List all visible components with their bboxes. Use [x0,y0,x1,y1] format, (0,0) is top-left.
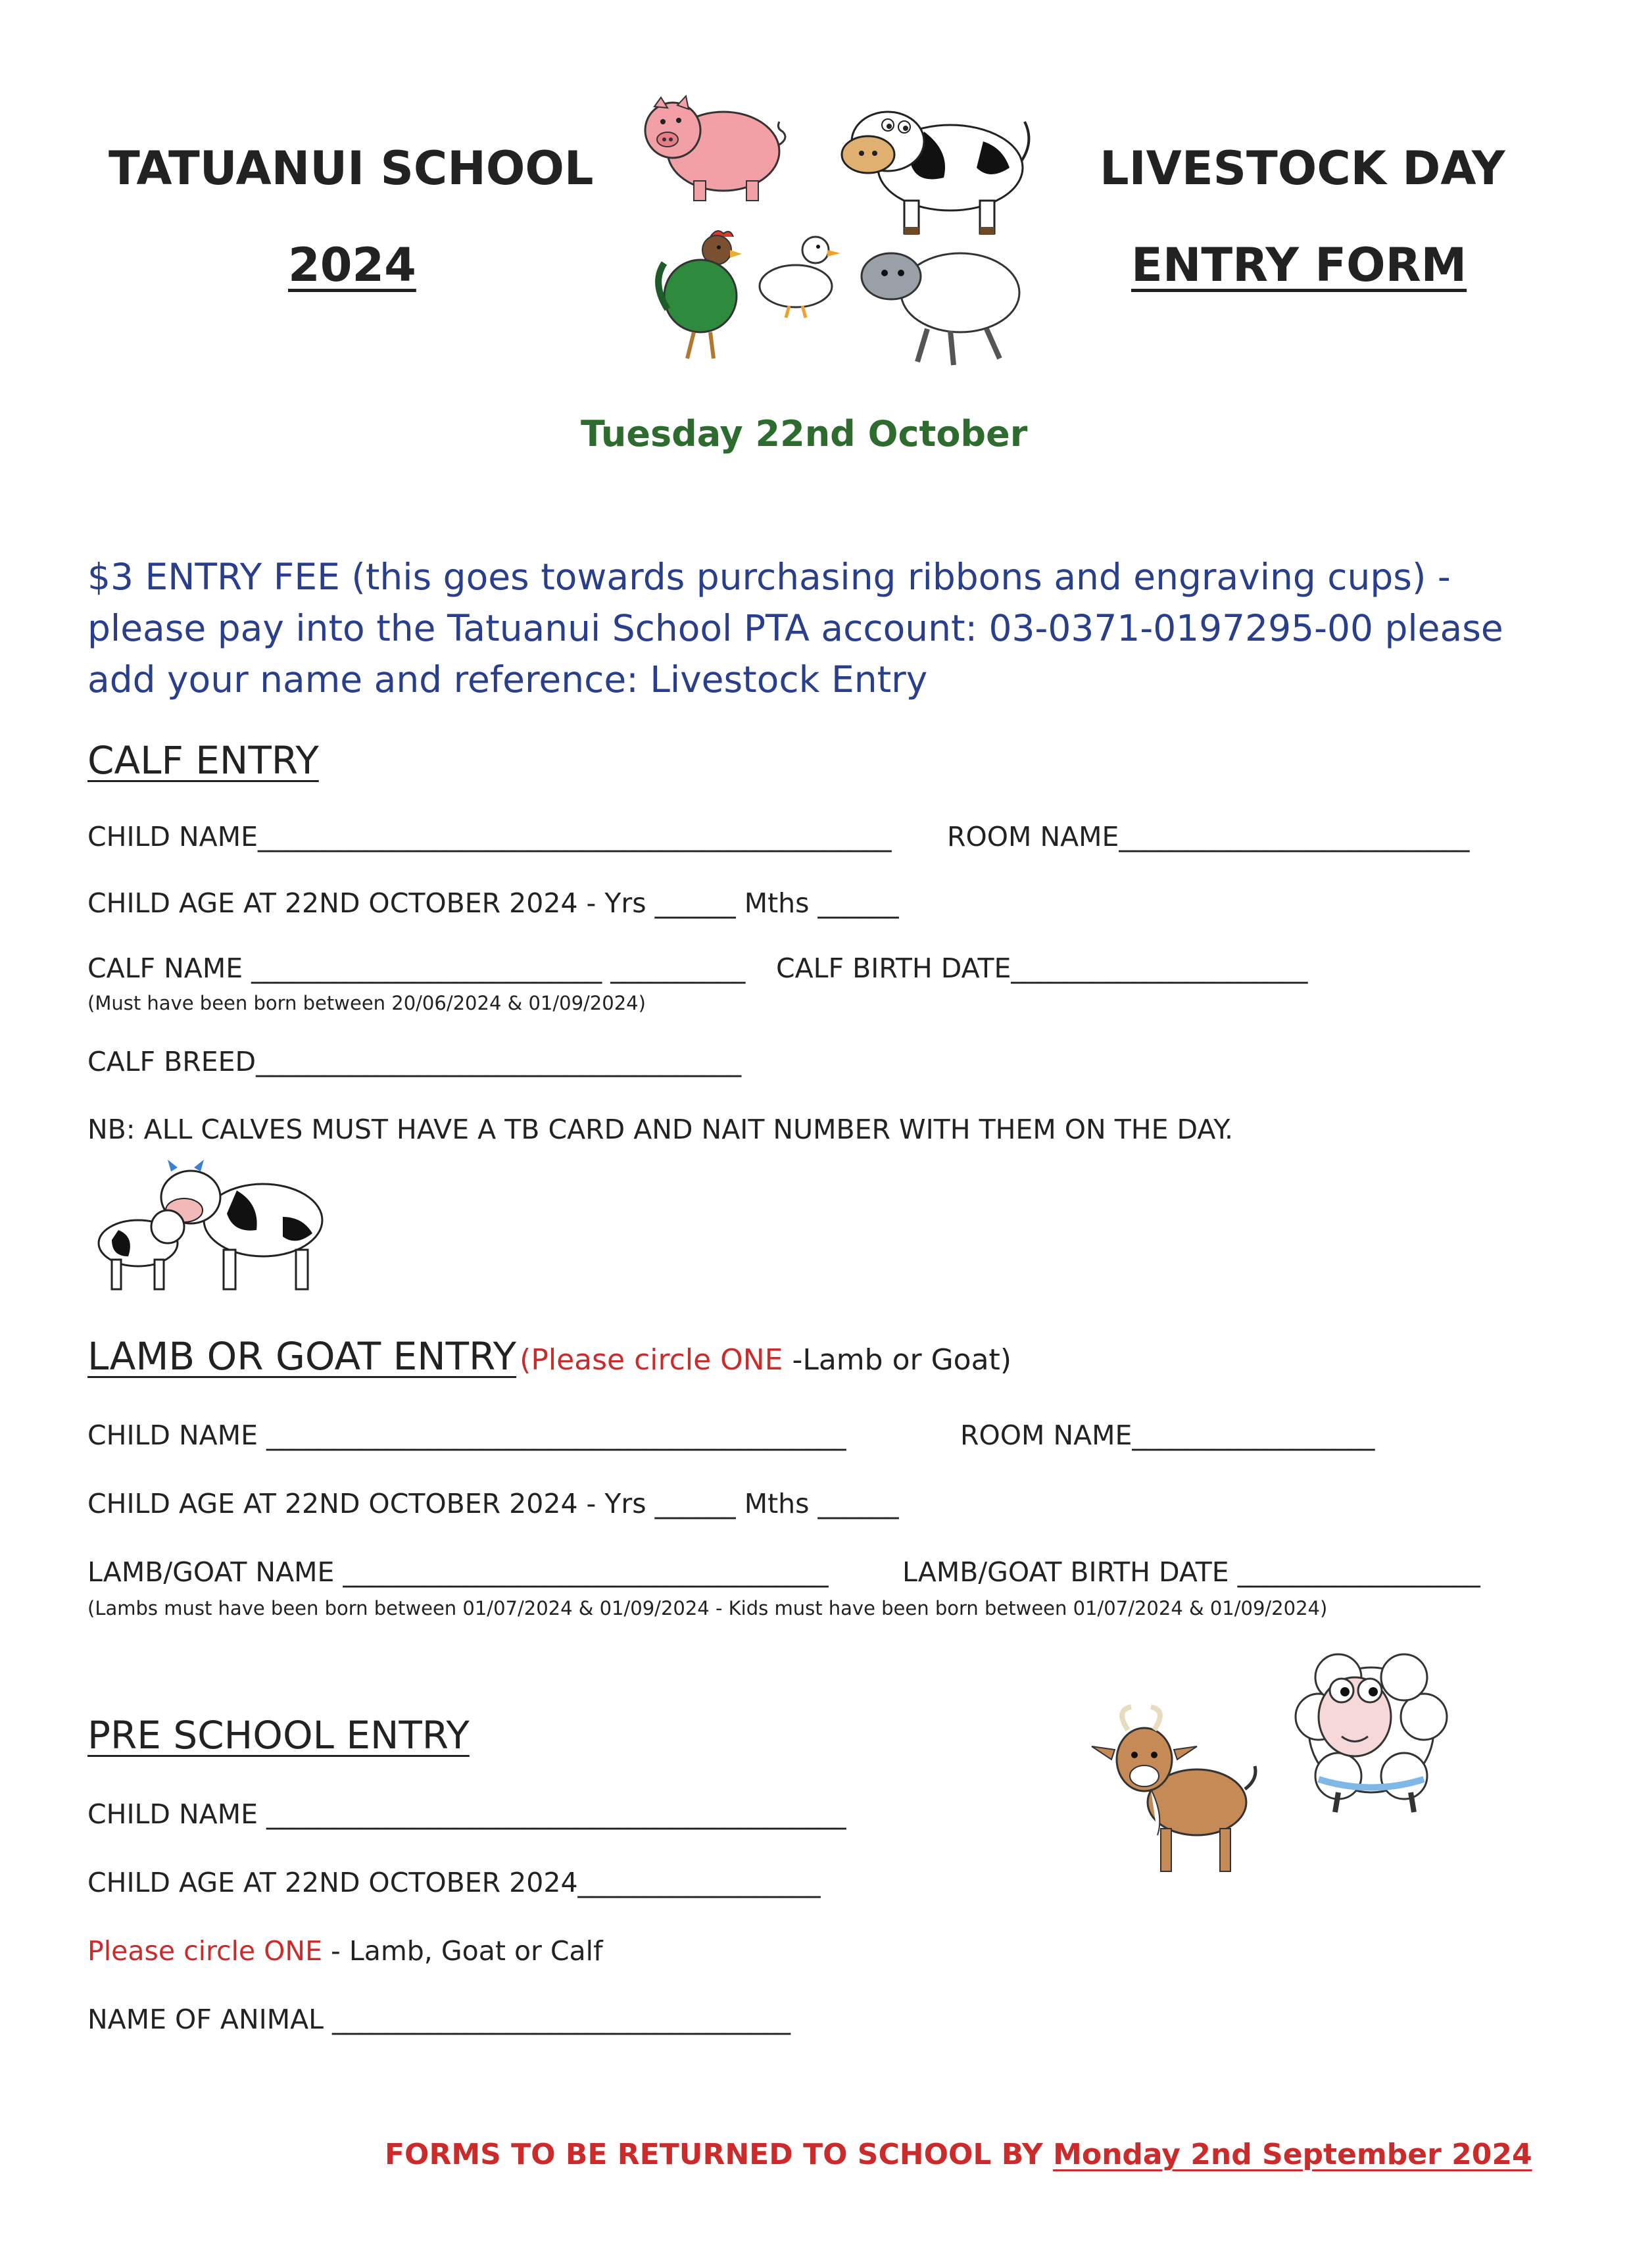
preschool-circle-row [87,1935,603,1967]
event-date: Tuesday 22nd October [581,413,1028,455]
school-title: TATUANUI SCHOOL [109,141,594,195]
form-title: ENTRY FORM [1131,238,1467,292]
lamb-icon [1279,1644,1460,1815]
year-title: 2024 [288,238,416,292]
lamb-goat-title-row [87,1334,1011,1379]
calf-child-age-field[interactable]: CHILD AGE AT 22ND OCTOBER 2024 - Yrs ______ Mths ______ [87,887,899,919]
lamb-goat-entry-title: LAMB OR GOAT ENTRY [87,1334,517,1379]
return-forms-text: FORMS TO BE RETURNED TO SCHOOL BY [385,2138,1054,2171]
calf-child-name-field[interactable]: CHILD NAME_______________________________________________ [87,821,892,852]
preschool-child-age-field[interactable]: CHILD AGE AT 22ND OCTOBER 2024__________________ [87,1867,821,1898]
preschool-child-name-field[interactable]: CHILD NAME ___________________________________________ [87,1798,846,1830]
lamb-goat-circle-instruction: (Please circle ONE [520,1343,783,1377]
rooster-icon [648,224,746,362]
return-forms-notice [385,2138,1532,2171]
calf-nb-note: NB: ALL CALVES MUST HAVE A TB CARD AND NAIT NUMBER WITH THEM ON THE DAY. [87,1114,1234,1145]
pig-icon [641,92,792,204]
cow-and-calf-icon [85,1158,329,1296]
preschool-entry-title: PRE SCHOOL ENTRY [87,1713,470,1758]
calf-birth-date-field[interactable]: CALF BIRTH DATE______________________ [776,952,1308,984]
lamb-goat-circle-options: -Lamb or Goat) [783,1343,1011,1377]
lamb-goat-birth-date-field[interactable]: LAMB/GOAT BIRTH DATE __________________ [902,1556,1480,1588]
lamb-child-name-field[interactable]: CHILD NAME ___________________________________________ [87,1419,846,1451]
goat-icon [1088,1704,1273,1881]
calf-breed-field[interactable]: CALF BREED____________________________________ [87,1046,742,1077]
duck-icon [750,227,842,319]
calf-name-field[interactable]: CALF NAME __________________________ __________ [87,952,746,984]
calf-entry-title: CALF ENTRY [87,738,319,783]
event-title: LIVESTOCK DAY [1100,141,1505,195]
return-deadline: Monday 2nd September 2024 [1053,2138,1532,2171]
calf-room-name-field[interactable]: ROOM NAME__________________________ [947,821,1470,852]
cow-icon [825,95,1036,240]
sheep-icon [855,240,1026,372]
lamb-goat-name-field[interactable]: LAMB/GOAT NAME ____________________________________ [87,1556,829,1588]
preschool-circle-instruction: Please circle ONE [87,1935,323,1967]
lamb-room-name-field[interactable]: ROOM NAME__________________ [960,1419,1375,1451]
calf-birth-note: (Must have been born between 20/06/2024 & 01/09/2024) [87,992,646,1014]
preschool-circle-options: - Lamb, Goat or Calf [322,1935,603,1967]
lamb-child-age-field[interactable]: CHILD AGE AT 22ND OCTOBER 2024 - Yrs ______ Mths ______ [87,1488,899,1519]
entry-fee-text: $3 ENTRY FEE (this goes towards purchasing ribbons and engraving cups) - please pay into the Tatuanui School PTA account: 03-0371-0197295-00 please add your name and reference: Livestock Entry [87,556,1503,701]
lamb-goat-birth-note: (Lambs must have been born between 01/07/2024 & 01/09/2024 - Kids must have been born between 01/07/2024 & 01/09/2024) [87,1597,1328,1619]
preschool-animal-name-field[interactable]: NAME OF ANIMAL __________________________________ [87,2004,791,2035]
